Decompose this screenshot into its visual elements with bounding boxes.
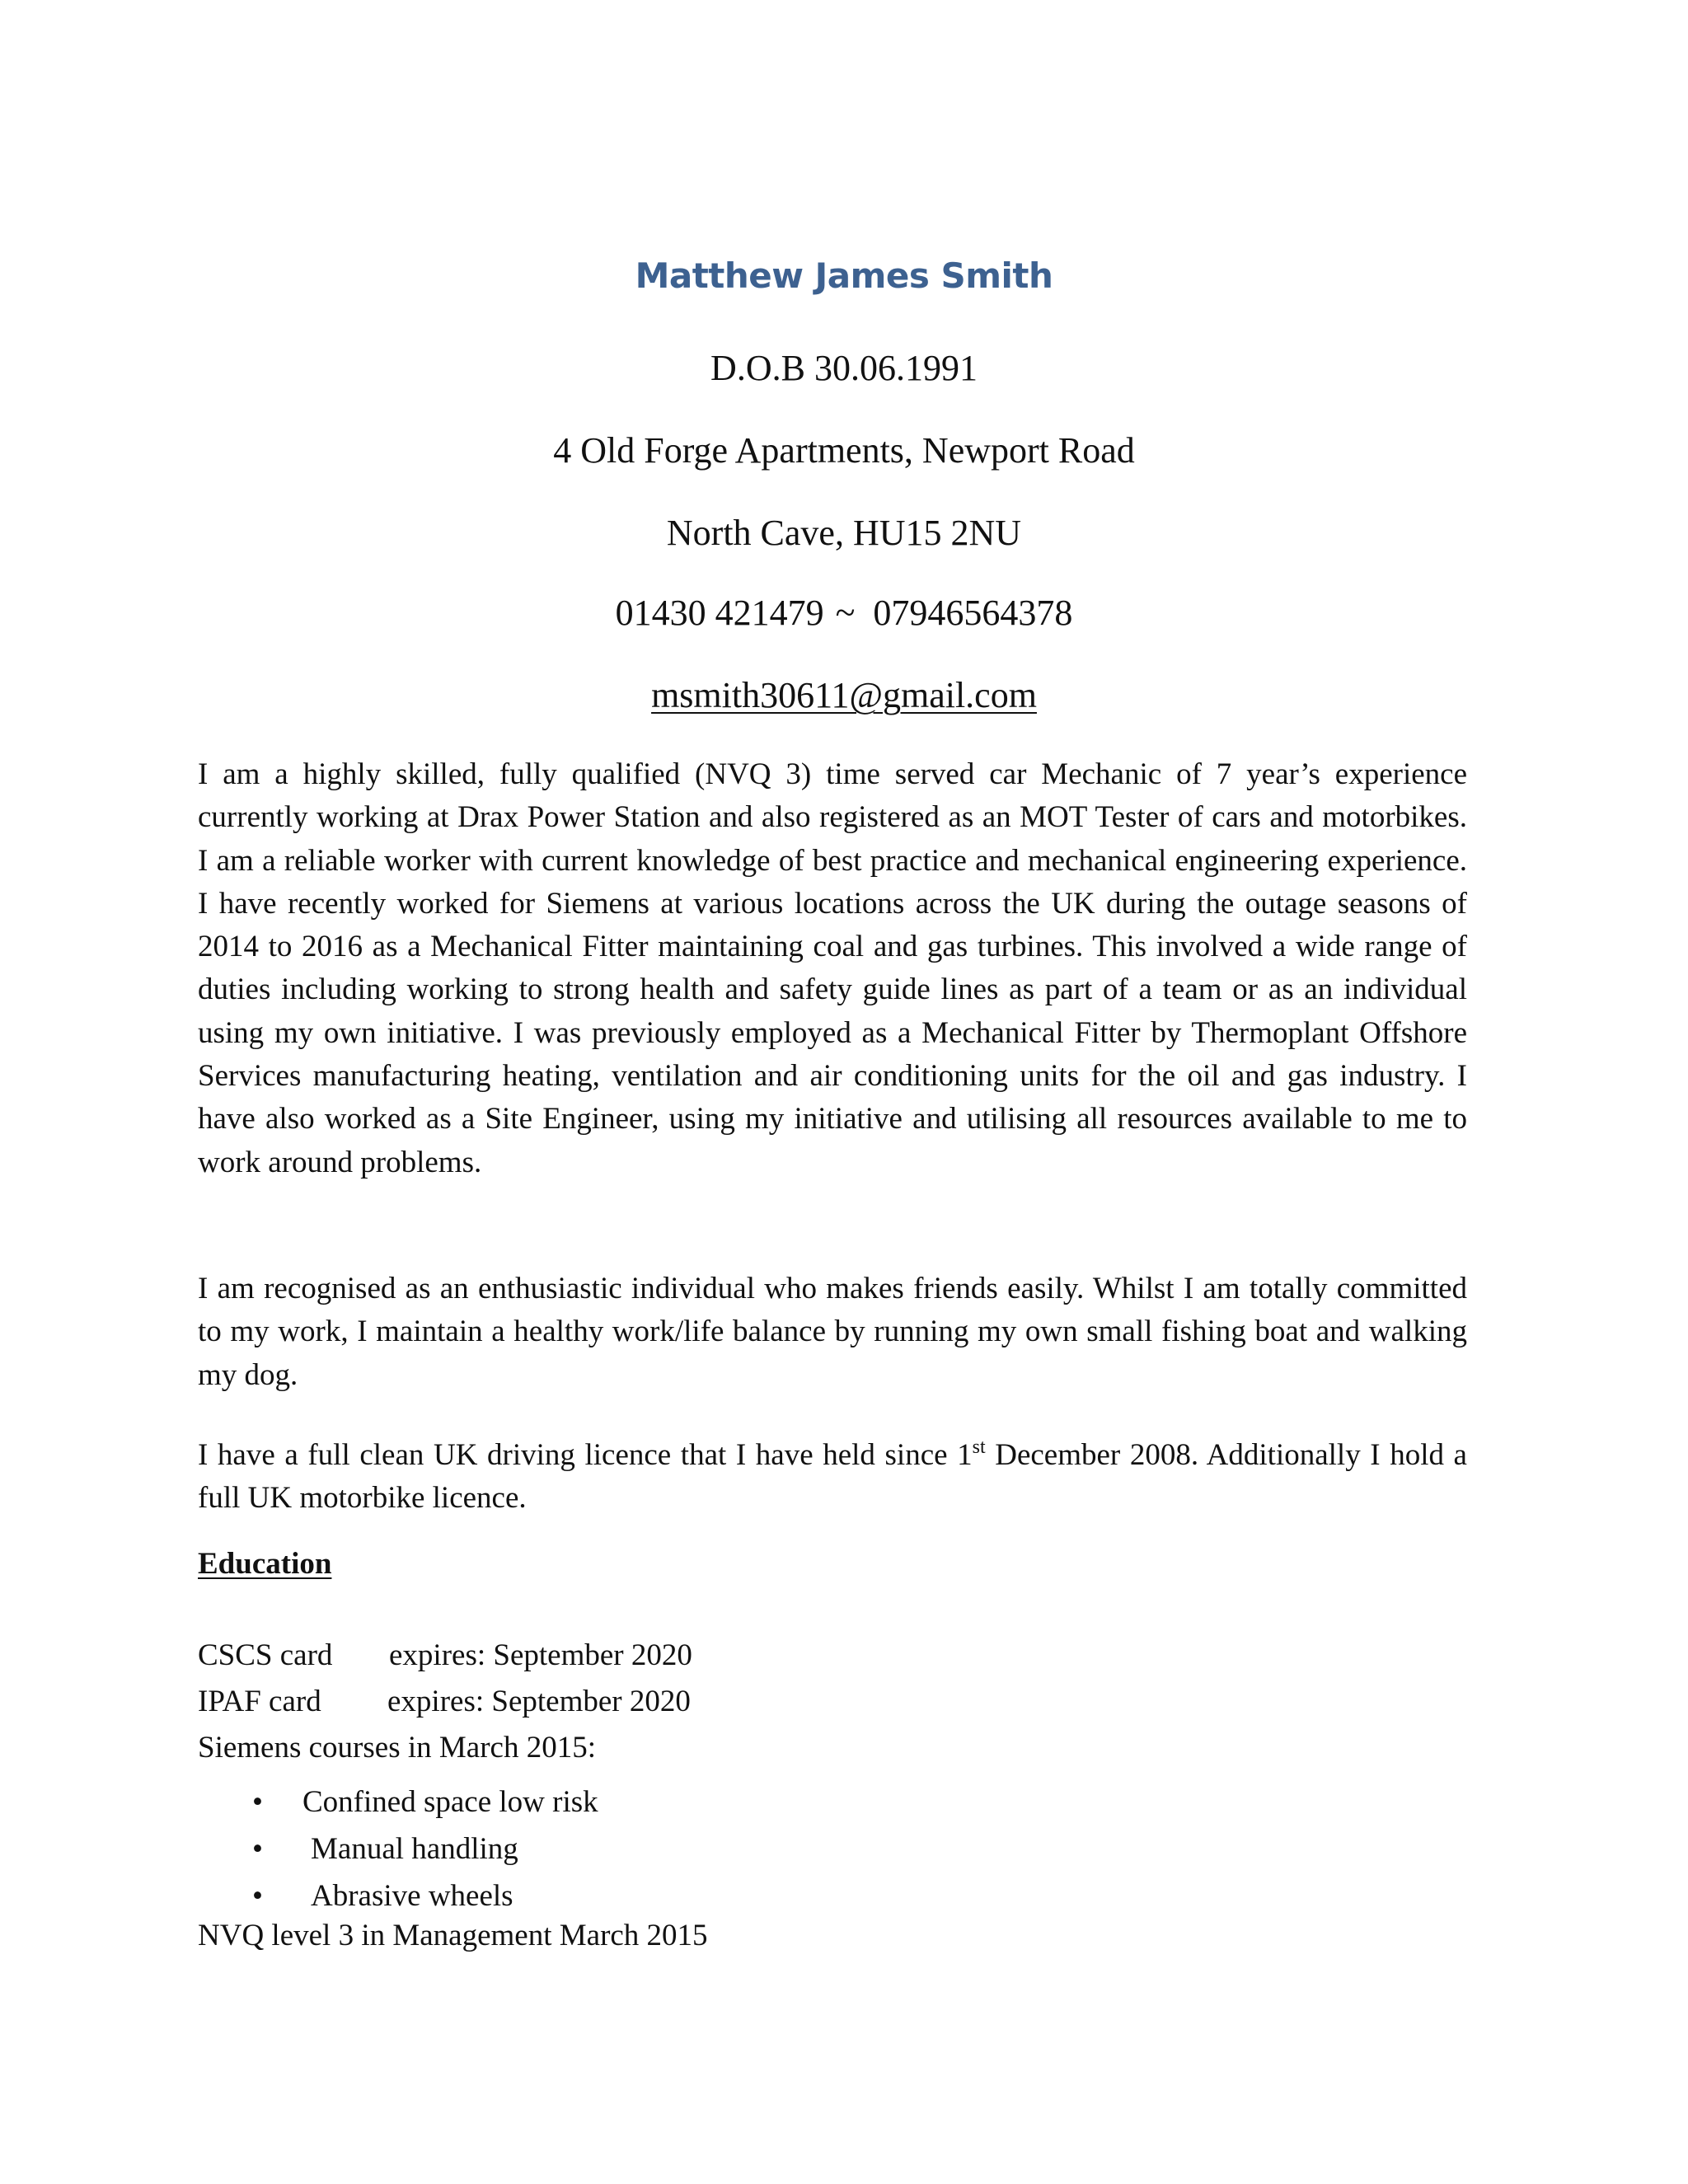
licence-text-start: I have a full clean UK driving licence that I have held since 1 [198,1438,973,1472]
card-expiry: expires: September 2020 [389,1638,692,1672]
bullet-icon: • [252,1832,263,1866]
siemens-courses-intro: Siemens courses in March 2015: [198,1731,596,1765]
profile-paragraph-licence [198,1434,1467,1521]
date-of-birth: D.O.B 30.06.1991 [710,348,978,388]
card-expiry: expires: September 2020 [387,1685,691,1718]
address-line-2: North Cave, HU15 2NU [666,513,1022,553]
landline-number: 01430 421479 [615,593,824,633]
cscs-card-row [198,1640,692,1671]
profile-paragraph-experience: I am a highly skilled, fully qualified (NVQ 3) time served car Mechanic of 7 year’s experience currently working at Drax Power Station and also registered as an MOT Tester of cars and motorbikes. I am a reliable worker with current knowledge of best practice and mechanical engineering experience. I have recently worked for Siemens at various locations across the UK during the outage seasons of 2014 to 2016 as a Mechanical Fitter maintaining coal and gas turbines. This involved a wide range of duties including working to strong health and safety guide lines as part of a team or as an individual using my own initiative. I was previously employed as a Mechanical Fitter by Thermoplant Offshore Services manufacturing heating, ventilation and air conditioning units for the oil and gas industry. I have also worked as a Site Engineer, using my initiative and utilising all resources available to me to work around problems. [198,757,1467,1179]
list-item [198,1779,598,1825]
course-name: Confined space low risk [302,1785,598,1819]
email-link[interactable]: msmith30611@gmail.com [651,675,1037,715]
address-line-1: 4 Old Forge Apartments, Newport Road [553,430,1135,471]
course-list [198,1779,598,1919]
ordinal-suffix: st [972,1436,986,1458]
licence-text-end: December 2008. Additionally I hold a full UK motorbike licence. [198,1438,1467,1516]
phone-numbers [0,595,1688,631]
list-item [198,1825,598,1872]
card-name: IPAF card [198,1685,321,1718]
candidate-name: Matthew James Smith [635,255,1053,296]
course-name: Manual handling [311,1832,518,1866]
education-heading: Education [198,1547,332,1581]
profile-paragraph-personal: I am recognised as an enthusiastic individual who makes friends easily. Whilst I am totally committed to my work, I maintain a healthy work/life balance by running my own small fishing boat and walking my dog. [198,1272,1467,1392]
mobile-number: 07946564378 [873,593,1073,633]
bullet-icon: • [252,1785,263,1819]
bullet-icon: • [252,1879,263,1913]
nvq-qualification: NVQ level 3 in Management March 2015 [198,1919,708,1952]
phone-separator: ~ [835,593,856,633]
ipaf-card-row [198,1686,691,1717]
card-name: CSCS card [198,1638,333,1672]
list-item [198,1872,598,1919]
course-name: Abrasive wheels [311,1879,513,1913]
